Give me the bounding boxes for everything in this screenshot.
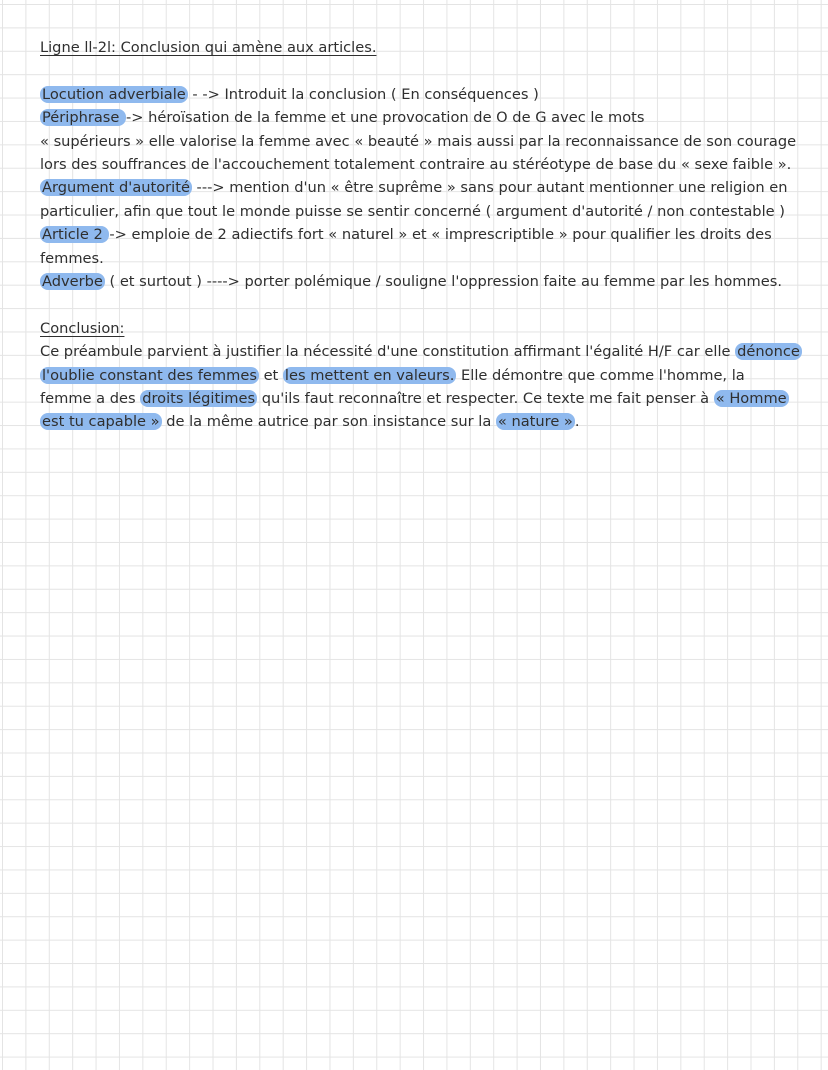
note-text: -> héroïsation de la femme et une provocation de O de G avec le mots — [126, 109, 645, 127]
note-line-adverbe — [40, 270, 800, 293]
blank-line — [40, 59, 800, 82]
paragraph-text: Ce préambule parvient à justifier la nécessité d'une constitution affirmant l'égalité H/F car elle — [40, 343, 736, 361]
highlighted-term: Périphrase — [42, 109, 124, 127]
note-text: -> emploie de 2 adiectifs fort « naturel » et « imprescriptible » pour qualifier les droits des — [109, 226, 772, 244]
highlighted-term: Locution adverbiale — [42, 85, 186, 103]
highlighted-phrase: dénonce l'oublie constant des femmes — [42, 343, 800, 384]
highlighted-term: Adverbe — [42, 273, 103, 291]
highlighted-phrase: « nature » — [497, 413, 573, 431]
highlighted-phrase: droits légitimes — [142, 390, 256, 408]
conclusion-title: Conclusion: — [40, 319, 125, 337]
note-text: ---> mention d'un « être suprême » sans pour autant mentionner une religion en — [191, 179, 788, 197]
notebook-page — [40, 36, 800, 434]
note-line: femmes. — [40, 249, 104, 267]
highlighted-term: Argument d'autorité — [42, 179, 190, 197]
paragraph-text: et — [258, 366, 283, 384]
note-line: lors des souffrances de l'accouchement totalement contraire au stéréotype de base du « sexe faible ». — [40, 156, 792, 174]
note-line-periphrase — [40, 106, 800, 129]
conclusion-paragraph — [40, 340, 800, 434]
highlighted-phrase: « Homme est tu capable » — [42, 390, 787, 431]
paragraph-text: . — [574, 413, 580, 431]
note-line: « supérieurs » elle valorise la femme avec « beauté » mais aussi par la reconnaissance de son courage — [40, 132, 797, 150]
note-text: - -> Introduit la conclusion ( En conséquences ) — [187, 85, 539, 103]
note-line-locution — [40, 83, 800, 106]
note-line: particulier, afin que tout le monde puisse se sentir concerné ( argument d'autorité / non contestable ) — [40, 202, 785, 220]
section-heading: Ligne ll-2l: Conclusion qui amène aux articles. — [40, 39, 377, 56]
highlighted-phrase: les mettent en valeurs. — [284, 366, 455, 384]
note-text: ( et surtout ) ----> porter polémique / souligne l'oppression faite au femme par les hommes. — [104, 273, 782, 291]
paragraph-text: de la même autrice par son insistance sur la — [161, 413, 496, 431]
blank-line — [40, 293, 800, 316]
note-line-argument — [40, 176, 800, 199]
highlighted-term: Article 2 — [42, 226, 108, 244]
paragraph-text: Elle démontre que comme l'homme, la femme a des — [40, 366, 745, 408]
paragraph-text: qu'ils faut reconnaître et respecter. Ce texte me fait penser à — [257, 390, 714, 408]
note-line-article — [40, 223, 800, 246]
